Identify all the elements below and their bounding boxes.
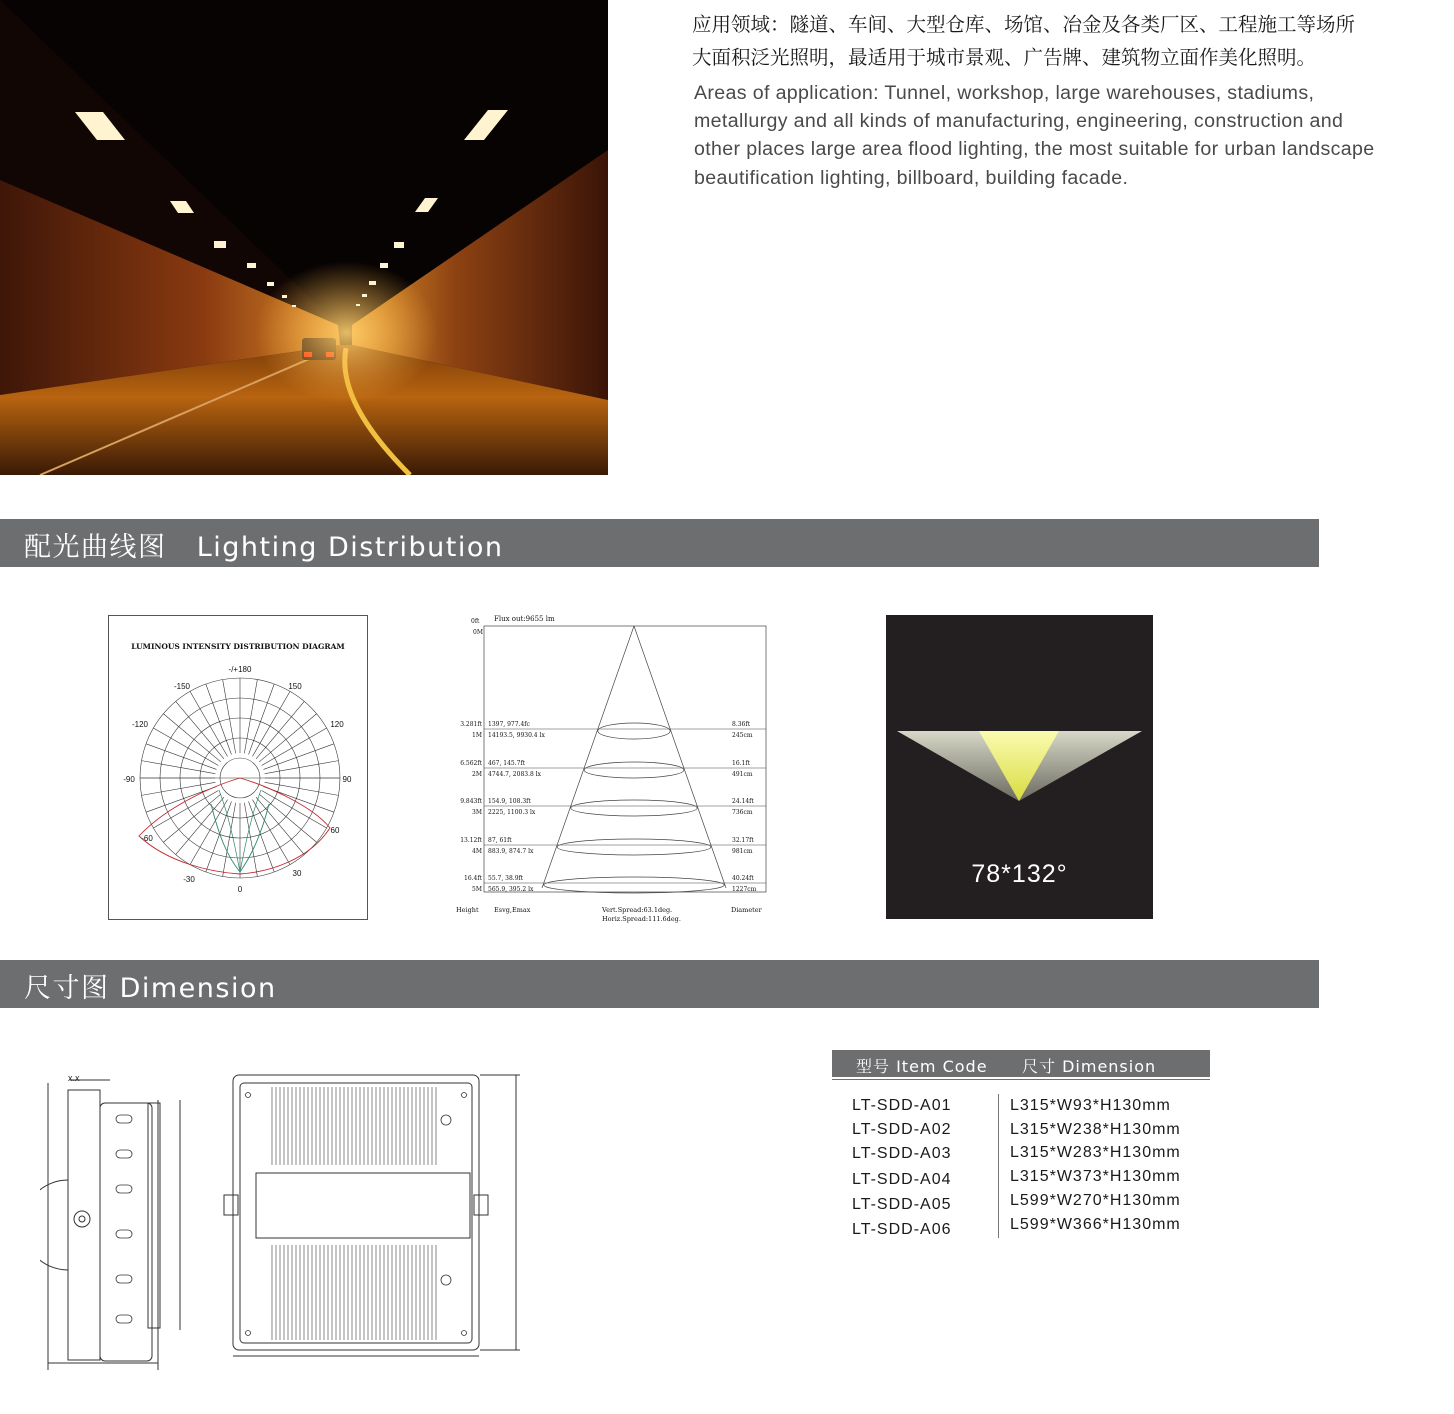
polar-spoke xyxy=(153,791,218,829)
section-title: 尺寸图 Dimension xyxy=(24,973,277,1004)
cone-row-lx: 2225, 1100.3 lx xyxy=(488,809,536,816)
cone-row-diameter-ft: 40.24ft xyxy=(732,875,754,882)
table-row-code: LT-SDD-A01 xyxy=(852,1097,952,1114)
table-row-code: LT-SDD-A06 xyxy=(852,1221,952,1238)
polar-label-60: 60 xyxy=(330,826,340,835)
cone-row-diameter-cm: 736cm xyxy=(732,809,753,816)
polar-spoke xyxy=(253,800,291,865)
cone-row-diameter-ft: 24.14ft xyxy=(732,798,754,805)
cone-row-diameter-cm: 1227cm xyxy=(732,886,757,893)
polar-label-neg90: -90 xyxy=(123,775,135,784)
polar-spoke xyxy=(262,791,327,829)
cone-row-height-m: 3M xyxy=(472,809,482,816)
table-column-divider xyxy=(998,1094,999,1238)
cone-flux: Flux out:9655 lm xyxy=(494,615,555,623)
polar-spoke xyxy=(253,691,291,756)
side-slot xyxy=(116,1315,132,1323)
cone-level-ellipse xyxy=(557,839,711,855)
cone-row-height-m: 4M xyxy=(472,848,482,855)
polar-label-180: -/+180 xyxy=(228,665,252,674)
table-row-code: LT-SDD-A03 xyxy=(852,1145,952,1162)
polar-spoke xyxy=(265,782,339,795)
cone-row-fc: 87, 61ft xyxy=(488,837,512,844)
polar-label-150: 150 xyxy=(288,682,302,691)
side-dim-top: x.x xyxy=(68,1073,80,1083)
beam-angle-label: 78*132° xyxy=(971,860,1068,888)
polar-label-0: 0 xyxy=(237,885,243,894)
cone-row-diameter-ft: 8.36ft xyxy=(732,721,750,728)
table-rule xyxy=(832,1079,1210,1080)
cone-footer-vert: Vert.Spread:63.1deg. xyxy=(602,906,673,914)
table-row-dimension: L315*W238*H130mm xyxy=(1010,1121,1181,1138)
cone-row-height-ft: 6.562ft xyxy=(460,760,482,767)
table-row-code: LT-SDD-A02 xyxy=(852,1121,952,1138)
front-view-drawing xyxy=(218,1065,538,1365)
illuminance-cone-diagram xyxy=(448,612,778,928)
side-slot xyxy=(116,1185,132,1193)
tunnel-photo xyxy=(0,0,608,475)
table-row-code: LT-SDD-A04 xyxy=(852,1171,952,1188)
cone-level-ellipse xyxy=(571,800,697,816)
side-slot xyxy=(116,1230,132,1238)
polar-intensity-diagram xyxy=(108,615,368,920)
table-row-dimension: L315*W373*H130mm xyxy=(1010,1168,1181,1185)
cone-footer-e: Esvg,Emax xyxy=(494,906,531,914)
cone-row-lx: 14193.5, 9930.4 lx xyxy=(488,732,545,739)
polar-label-neg30: -30 xyxy=(183,875,195,884)
cone-level-ellipse xyxy=(584,762,684,778)
section-header-dimension xyxy=(0,960,1319,1008)
polar-spoke xyxy=(262,728,327,766)
table-header xyxy=(832,1050,1210,1077)
header-item-code: 型号 Item Code xyxy=(856,1057,988,1076)
header-dimension: 尺寸 Dimension xyxy=(1022,1057,1157,1076)
polar-label-90: 90 xyxy=(342,775,352,784)
section-header-lighting-distribution xyxy=(0,519,1319,567)
polar-spoke xyxy=(223,803,236,877)
polar-label-120: 120 xyxy=(330,720,344,729)
cone-row-height-m: 1M xyxy=(472,732,482,739)
cone-footer-height: Height xyxy=(456,906,479,914)
cone-row-height-ft: 16.4ft xyxy=(464,875,482,882)
table-row-dimension: L315*W93*H130mm xyxy=(1010,1097,1171,1114)
cone-row-diameter-cm: 981cm xyxy=(732,848,753,855)
polar-spoke xyxy=(153,728,218,766)
side-slot xyxy=(116,1275,132,1283)
cone-row-height-m: 5M xyxy=(472,886,482,893)
cone-row-height-ft: 9.843ft xyxy=(460,798,482,805)
side-slot xyxy=(116,1150,132,1158)
cone-row-height-m: 2M xyxy=(472,771,482,778)
polar-spoke xyxy=(142,761,216,774)
cone-top-m: 0M xyxy=(473,629,483,636)
cone-row-fc: 1397, 977.4fc xyxy=(488,721,530,728)
cone-footer-diameter: Diameter xyxy=(731,906,762,914)
side-slot xyxy=(116,1115,132,1123)
cone-edge-right xyxy=(634,626,726,888)
polar-spoke xyxy=(244,803,257,877)
cone-row-diameter-cm: 245cm xyxy=(732,732,753,739)
cone-row-fc: 154.9, 108.3ft xyxy=(488,798,531,805)
application-zh-line-1: 应用领域：隧道、车间、大型仓库、场馆、冶金及各类厂区、工程施工等场所 xyxy=(692,13,1356,36)
table-row-dimension: L599*W366*H130mm xyxy=(1010,1216,1181,1233)
cone-row-lx: 565.9, 395.2 lx xyxy=(488,886,534,893)
section-title: 配光曲线图 Lighting Distribution xyxy=(24,532,504,563)
polar-spoke xyxy=(190,691,228,756)
application-en-line-1: Areas of application: Tunnel, workshop, large warehouses, stadiums, xyxy=(694,82,1315,104)
application-en-line-2: metallurgy and all kinds of manufacturing, engineering, construction and xyxy=(694,110,1344,132)
cone-row-fc: 55.7, 38.9ft xyxy=(488,875,524,882)
cone-footer-horiz: Horiz.Spread:111.6deg. xyxy=(602,915,681,923)
cone-top-ft: 0ft xyxy=(471,618,480,625)
application-en-line-4: beautification lighting, billboard, building facade. xyxy=(694,167,1129,189)
cone-row-fc: 467, 145.7ft xyxy=(488,760,526,767)
polar-spoke xyxy=(142,782,216,795)
cone-row-height-ft: 3.281ft xyxy=(460,721,482,728)
polar-spoke xyxy=(265,761,339,774)
polar-spoke xyxy=(190,800,228,865)
cone-edge-left xyxy=(542,626,634,888)
table-row-dimension: L599*W270*H130mm xyxy=(1010,1192,1181,1209)
cone-row-lx: 4744.7, 2083.8 lx xyxy=(488,771,542,778)
side-view-drawing xyxy=(40,1065,210,1385)
beam-angle-graphic xyxy=(886,615,1153,919)
table-row-dimension: L315*W283*H130mm xyxy=(1010,1144,1181,1161)
cone-row-diameter-ft: 16.1ft xyxy=(732,760,750,767)
application-en-line-3: other places large area flood lighting, the most suitable for urban landscape xyxy=(694,138,1375,160)
cone-row-height-ft: 13.12ft xyxy=(460,837,482,844)
cone-level-ellipse xyxy=(598,723,670,739)
cone-row-lx: 883.9, 874.7 lx xyxy=(488,848,534,855)
polar-label-30: 30 xyxy=(292,869,302,878)
cone-row-diameter-cm: 491cm xyxy=(732,771,753,778)
polar-label-neg60: -60 xyxy=(141,834,153,843)
cone-level-ellipse xyxy=(544,877,724,893)
polar-spoke xyxy=(244,680,257,754)
polar-label-neg150: -150 xyxy=(173,682,191,691)
polar-label-neg120: -120 xyxy=(131,720,149,729)
application-zh-line-2: 大面积泛光照明，最适用于城市景观、广告牌、建筑物立面作美化照明。 xyxy=(692,46,1317,69)
polar-spoke xyxy=(223,680,236,754)
cone-row-diameter-ft: 32.17ft xyxy=(732,837,754,844)
polar-title: LUMINOUS INTENSITY DISTRIBUTION DIAGRAM xyxy=(131,642,345,651)
table-row-code: LT-SDD-A05 xyxy=(852,1196,952,1213)
